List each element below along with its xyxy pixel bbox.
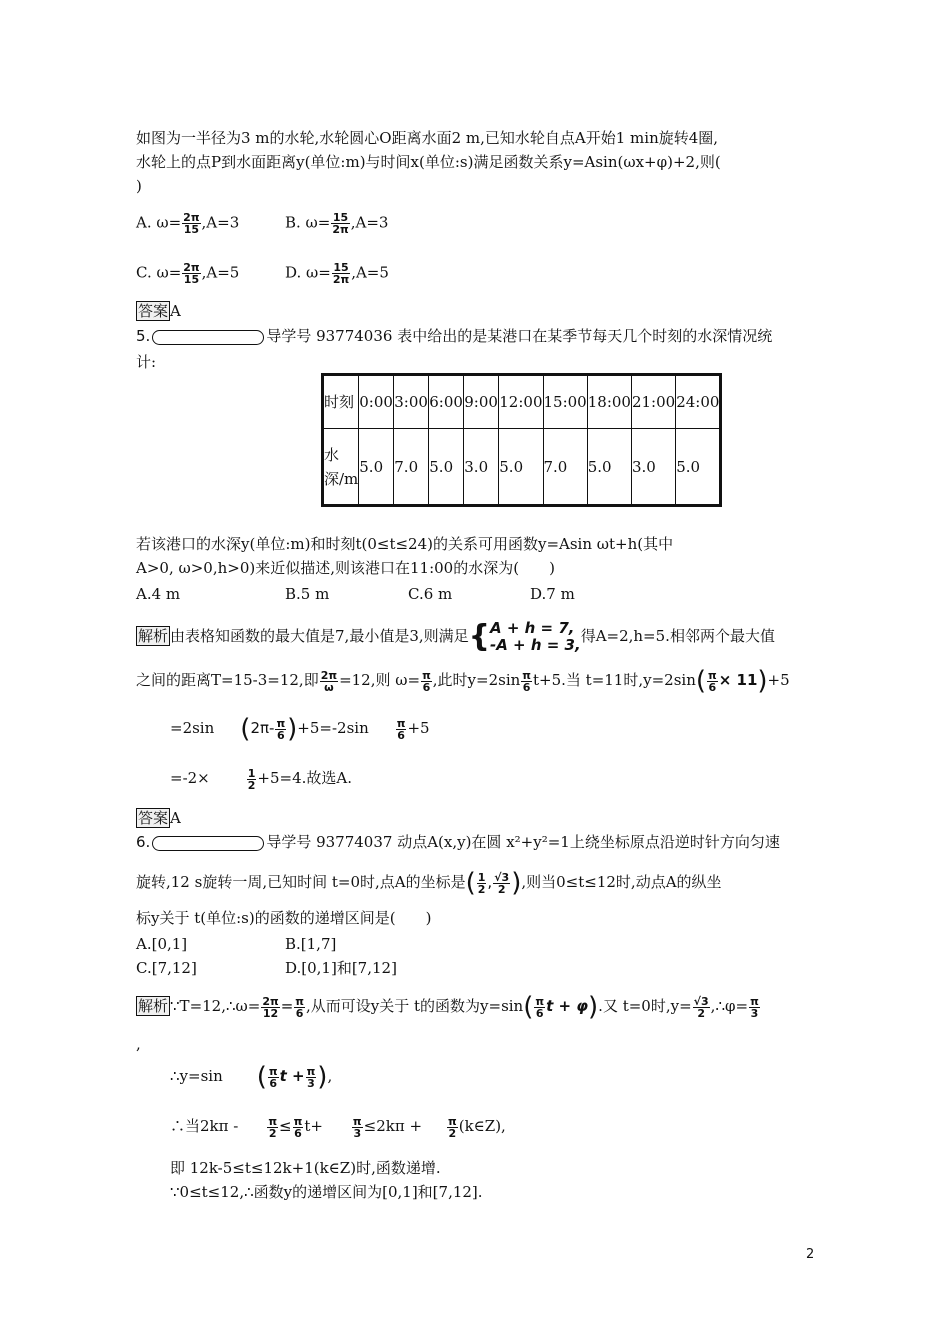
table-cell: 15:00	[543, 375, 587, 429]
fraction	[749, 996, 760, 1019]
table-cell: 5.0	[359, 429, 394, 506]
fraction	[275, 718, 286, 741]
table-cell: 时刻	[323, 375, 359, 429]
q4-option-c	[136, 262, 239, 285]
solution-text: t+	[304, 1117, 323, 1135]
option-prefix: A. ω=	[136, 213, 182, 232]
fraction	[267, 1116, 278, 1139]
fraction	[534, 996, 545, 1019]
numerator: π	[268, 1114, 278, 1128]
q4-stem-line1: 如图为一半径为3 m的水轮,水轮圆心O距离水面2 m,已知水轮自点A开始1 min旋转4圈,	[136, 129, 719, 147]
fraction	[320, 670, 338, 693]
table-cell: 5.0	[429, 429, 464, 506]
answer-value: A	[170, 809, 181, 827]
table-row-depth	[323, 429, 721, 506]
numerator: π	[750, 994, 759, 1008]
table-cell: 7.0	[543, 429, 587, 506]
q6-solution-line1	[136, 986, 761, 1026]
fraction	[247, 768, 257, 791]
q5-solution-line3	[170, 708, 430, 748]
numerator: π	[295, 994, 304, 1008]
denominator: 2	[477, 882, 486, 896]
solution-text: =2sin	[170, 719, 215, 737]
denominator: 2	[497, 882, 506, 896]
denominator: 2	[268, 1126, 277, 1140]
solution-text: =	[280, 997, 294, 1015]
fraction	[396, 718, 407, 741]
solution-text: ,此时y=2sin	[432, 671, 521, 689]
q6-solution-line2	[170, 1056, 332, 1096]
q4-answer	[136, 301, 181, 321]
numerator: π	[422, 668, 431, 682]
fraction	[521, 670, 532, 693]
option-prefix: D. ω=	[285, 263, 331, 282]
q5-heading-line2: 计:	[136, 353, 157, 371]
solution-label: 解析	[138, 627, 169, 645]
q5-condition-line2: A>0, ω>0,h>0)来近似描述,则该港口在11:00的水深为( )	[136, 559, 555, 577]
solution-text: =-2×	[170, 769, 210, 787]
denominator: 2π	[332, 223, 349, 236]
answer-value: A	[170, 302, 181, 320]
fraction	[693, 996, 710, 1019]
q5-option-a: A.4 m	[136, 585, 181, 603]
paren-open: (	[240, 714, 251, 744]
q5-option-d: D.7 m	[530, 585, 575, 603]
numerator: π	[352, 1114, 362, 1128]
solution-text: t + φ	[546, 997, 589, 1015]
q4-stem-line3: )	[136, 177, 142, 195]
option-prefix: C. ω=	[136, 263, 182, 282]
q5-solution-line1	[136, 614, 775, 658]
denominator: 6	[276, 728, 285, 742]
paren-close: )	[511, 868, 522, 898]
table-cell: 12:00	[499, 375, 543, 429]
stem-text: ,则当0≤t≤12时,动点A的纵坐	[521, 873, 722, 891]
numerator: π	[522, 668, 531, 682]
fraction	[293, 1116, 304, 1139]
numerator: 15	[332, 211, 349, 224]
denominator: 6	[397, 728, 405, 742]
denominator: 6	[294, 1126, 302, 1140]
numerator: 1	[477, 870, 486, 884]
denominator: 6	[295, 1006, 304, 1020]
option-prefix: B. ω=	[285, 213, 331, 232]
q6-solution-line5: ∵0≤t≤12,∴函数y的递增区间为[0,1]和[7,12].	[170, 1183, 483, 1201]
brace-icon: {	[468, 619, 490, 654]
solution-text: × 11	[718, 671, 758, 689]
solution-text: +5	[767, 671, 790, 689]
table-cell: 3.0	[631, 429, 675, 506]
table-cell: 9:00	[464, 375, 499, 429]
q5-solution-line2	[136, 660, 790, 700]
option-suffix: ,A=3	[201, 213, 240, 232]
option-suffix: ,A=3	[350, 213, 389, 232]
solution-text: ,从而可设y关于 t的函数为y=sin	[305, 997, 524, 1015]
denominator: 6	[269, 1076, 278, 1090]
denominator: 2	[448, 1126, 457, 1140]
numerator: 1	[247, 766, 256, 780]
fraction	[447, 1116, 458, 1139]
solution-text: ,	[327, 1067, 333, 1085]
numerator: 2π	[320, 668, 338, 682]
equation: A + h = 7,	[490, 619, 575, 637]
page-number: 2	[806, 1247, 815, 1262]
table-cell: 18:00	[587, 375, 631, 429]
solution-text: 由表格知函数的最大值是7,最小值是3,则满足	[170, 627, 469, 645]
q5-heading-text: 导学号 93774036 表中给出的是某港口在某季节每天几个时刻的水深情况统	[266, 327, 773, 345]
solution-text: ≤2kπ +	[363, 1117, 423, 1135]
q5-answer	[136, 808, 181, 828]
paren-open: (	[523, 992, 534, 1022]
q6-solution-line3	[170, 1106, 506, 1146]
question-number: 6.	[136, 833, 151, 851]
numerator: π	[268, 1064, 278, 1078]
numerator: π	[293, 1114, 303, 1128]
solution-text: 2π-	[250, 719, 275, 737]
answer-label: 答案	[138, 809, 169, 827]
solution-text: ∴当2kπ -	[170, 1117, 239, 1135]
fraction	[707, 670, 718, 693]
q5-condition-line1: 若该港口的水深y(单位:m)和时刻t(0≤t≤24)的关系可用函数y=Asin ωt+h(其中	[136, 535, 674, 553]
q6-stem-line3: 标y关于 t(单位:s)的函数的递增区间是( )	[136, 909, 432, 927]
fraction	[306, 1066, 317, 1089]
fraction	[182, 262, 200, 285]
solution-label: 解析	[138, 997, 169, 1015]
q5-option-c: C.6 m	[408, 585, 453, 603]
equation: -A + h = 3,	[490, 636, 581, 654]
fraction	[268, 1066, 279, 1089]
denominator: 12	[262, 1006, 279, 1020]
fraction	[493, 872, 510, 895]
q6-solution-comma: ,	[136, 1035, 141, 1053]
denominator: 6	[522, 680, 531, 694]
numerator: 2π	[183, 261, 200, 274]
numerator: 2π	[183, 211, 200, 224]
denominator: 2	[697, 1006, 705, 1020]
paren-open: (	[256, 1062, 267, 1092]
paren-close: )	[588, 992, 599, 1022]
comma: ,	[487, 873, 493, 891]
table-cell: 5.0	[499, 429, 543, 506]
q5-option-b: B.5 m	[285, 585, 330, 603]
answer-label: 答案	[138, 302, 169, 320]
denominator: 3	[353, 1126, 362, 1140]
denominator: 15	[183, 223, 199, 236]
q6-stem-line2	[136, 862, 722, 902]
solution-text: ≤	[279, 1117, 292, 1135]
numerator: π	[535, 994, 545, 1008]
fraction	[421, 670, 432, 693]
q5-heading	[136, 326, 772, 346]
numerator: 15	[333, 261, 349, 274]
fraction	[294, 996, 305, 1019]
paren-close: )	[287, 714, 298, 744]
table-cell: 3:00	[394, 375, 429, 429]
denominator: 2	[247, 778, 256, 792]
numerator: π	[276, 716, 286, 730]
table-row-time	[323, 375, 721, 429]
equation-system	[490, 620, 581, 654]
denominator: 3	[307, 1076, 315, 1090]
tide-table	[321, 373, 722, 507]
denominator: 15	[183, 273, 200, 286]
numerator: π	[306, 1064, 316, 1078]
solution-text: t +	[279, 1067, 305, 1085]
q4-option-d	[285, 262, 389, 285]
q6-heading	[136, 832, 780, 852]
table-cell: 24:00	[676, 375, 721, 429]
solution-text: 之间的距离T=15-3=12,即	[136, 671, 319, 689]
q6-heading-text: 导学号 93774037 动点A(x,y)在圆 x²+y²=1上绕坐标原点沿逆时针方向匀速	[266, 833, 780, 851]
denominator: 3	[750, 1006, 759, 1020]
numerator: 2π	[262, 994, 279, 1008]
numerator: √3	[494, 870, 510, 884]
fraction	[477, 872, 487, 895]
guide-badge	[152, 836, 264, 851]
guide-badge	[152, 330, 264, 345]
table-cell: 3.0	[464, 429, 499, 506]
denominator: 6	[708, 680, 717, 694]
paren-close: )	[317, 1062, 328, 1092]
solution-text: ∴y=sin	[170, 1067, 223, 1085]
option-suffix: ,A=5	[201, 263, 240, 282]
solution-text: +5=4.故选A.	[257, 769, 352, 787]
q4-option-a	[136, 212, 239, 235]
option-suffix: ,A=5	[351, 263, 389, 282]
table-cell: 0:00	[359, 375, 394, 429]
paren-close: )	[757, 666, 768, 696]
question-number: 5.	[136, 327, 151, 345]
solution-text: (k∈Z),	[458, 1117, 506, 1135]
numerator: π	[396, 716, 406, 730]
fraction	[332, 262, 350, 285]
denominator: 6	[535, 1006, 544, 1020]
fraction	[352, 1116, 363, 1139]
q4-option-b	[285, 212, 388, 235]
table-cell: 5.0	[676, 429, 721, 506]
table-cell: 水深/m	[323, 429, 359, 506]
solution-text: +5=-2sin	[297, 719, 369, 737]
solution-text: ∵T=12,∴ω=	[170, 997, 261, 1015]
solution-text: ,∴φ=	[710, 997, 749, 1015]
solution-text: =12,则 ω=	[339, 671, 421, 689]
q6-solution-line4: 即 12k-5≤t≤12k+1(k∈Z)时,函数递增.	[170, 1159, 441, 1177]
numerator: √3	[693, 994, 709, 1008]
table-cell: 6:00	[429, 375, 464, 429]
fraction	[182, 212, 200, 235]
solution-text: .又 t=0时,y=	[598, 997, 692, 1015]
solution-text: t+5.当 t=11时,y=2sin	[532, 671, 696, 689]
numerator: π	[708, 668, 717, 682]
solution-text: 得A=2,h=5.相邻两个最大值	[580, 627, 775, 645]
q6-option-d: D.[0,1]和[7,12]	[285, 959, 397, 977]
q5-solution-line4	[170, 758, 352, 798]
denominator: 6	[422, 680, 431, 694]
fraction	[261, 996, 279, 1019]
stem-text: 旋转,12 s旋转一周,已知时间 t=0时,点A的坐标是	[136, 873, 466, 891]
numerator: π	[448, 1114, 457, 1128]
paren-open: (	[465, 868, 476, 898]
fraction	[331, 212, 349, 235]
q6-option-c: C.[7,12]	[136, 959, 197, 977]
table-cell: 7.0	[394, 429, 429, 506]
q4-stem-line2: 水轮上的点P到水面距离y(单位:m)与时间x(单位:s)满足函数关系y=Asin(ωx+φ)+2,则(	[136, 153, 721, 171]
paren-open: (	[695, 666, 707, 696]
q6-option-a: A.[0,1]	[136, 935, 188, 953]
table-cell: 5.0	[587, 429, 631, 506]
denominator: ω	[324, 680, 334, 694]
denominator: 2π	[332, 273, 350, 286]
q6-option-b: B.[1,7]	[285, 935, 337, 953]
solution-text: +5	[407, 719, 430, 737]
table-cell: 21:00	[631, 375, 675, 429]
